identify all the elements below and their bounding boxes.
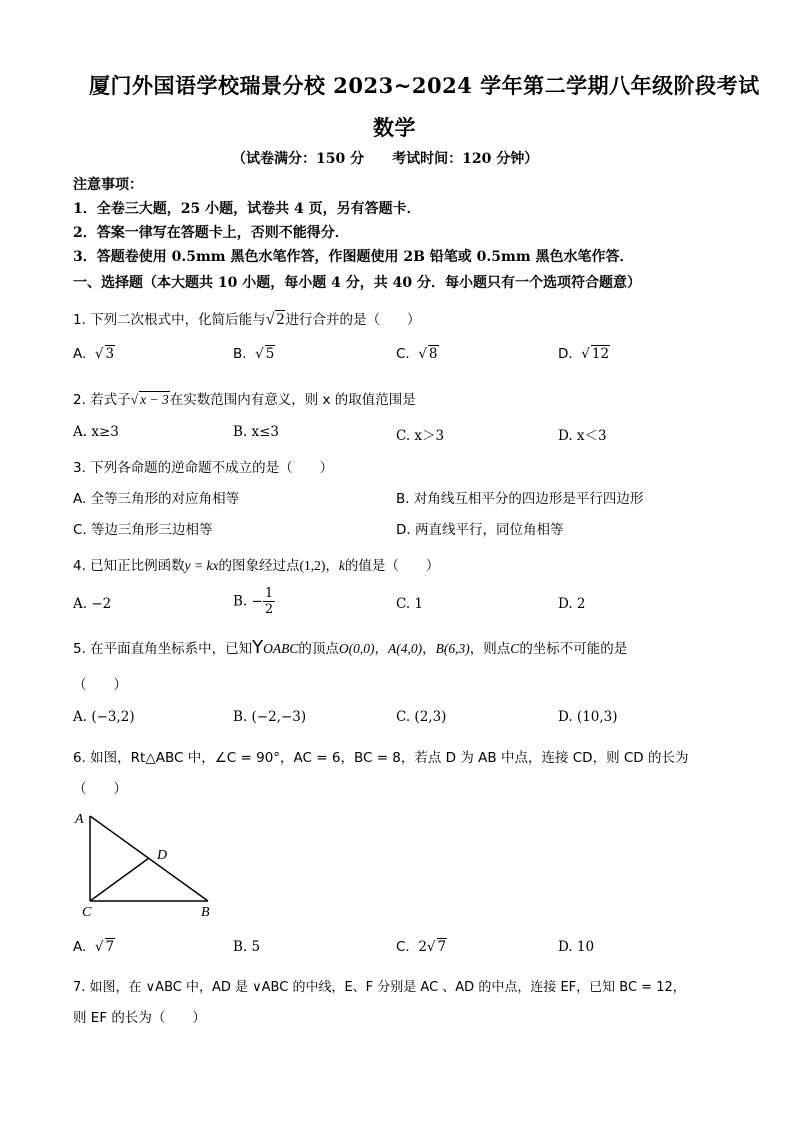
segment-cd (90, 858, 149, 901)
notes-item-1: 1．全卷三大题，25 小题，试卷共 4 页，另有答题卡． (73, 201, 421, 217)
question-2-stem: 2. 若式子√ x − 3在实数范围内有意义，则 x 的取值范围是 (73, 392, 416, 408)
label-d: D (157, 848, 168, 863)
q5-option-d: D. (10,3) (558, 709, 618, 725)
q2-option-b: B. x≤3 (233, 424, 280, 440)
section-1-heading: 一、选择题（本大题共 10 小题，每小题 4 分，共 40 分．每小题只有一个选项符合题意） (73, 275, 641, 291)
q3-option-a: A. 全等三角形的对应角相等 (73, 491, 240, 507)
parallelogram-symbol: Y (252, 637, 264, 658)
point-1-2: (1,2) (299, 558, 326, 573)
q4-option-b: B. − $\frac{1}{2}$ (233, 586, 274, 617)
notes-item-2: 2．答案一律写在答题卡上，否则不能得分． (73, 225, 349, 241)
q6-option-c: C. 2√ 7 (396, 939, 447, 955)
q5-option-a: A. (−3,2) (73, 709, 135, 725)
question-3-stem: 3. 下列各命题的逆命题不成立的是（ ） (73, 460, 334, 476)
label-c: C (82, 905, 92, 920)
q4-option-a: A. −2 (73, 596, 112, 612)
q1-option-c: C. √ 8 (396, 346, 438, 362)
question-5-stem: 5. 在平面直角坐标系中，已知YOABC的顶点O(0,0)，A(4,0)，B(6,3)，则点C的坐标不可能的是 (73, 637, 628, 658)
q1-option-b: B. √ 5 (233, 346, 275, 362)
question-7-stem-line2: 则 EF 的长为（ ） (73, 1010, 206, 1026)
question-4-stem: 4. 已知正比例函数y = kx的图象经过点(1,2)，k的值是（ ） (73, 558, 440, 574)
q6-option-a: A. √ 7 (73, 939, 115, 955)
sqrt-x-minus-3: √ x − 3 (130, 392, 169, 407)
q2-option-c: C. x＞3 (396, 428, 445, 444)
fraction-one-half: $\frac{1}{2}$ (264, 586, 274, 617)
question-6-stem: 6. 如图，Rt△ABC 中，∠C = 90°，AC = 6，BC = 8，若点 D 为 AB 中点，连接 CD，则 CD 的长为 (73, 750, 689, 766)
exam-info: （试卷满分：150 分 考试时间：120 分钟） (232, 151, 539, 167)
q5-paren: （ ） (73, 677, 127, 693)
question-7-stem: 7. 如图，在 ∨ABC 中，AD 是 ∨ABC 的中线，E、F 分别是 AC 、AD 的中点，连接 EF，已知 BC = 12， (73, 980, 686, 995)
exam-title: 厦门外国语学校瑞景分校 2023~2024 学年第二学期八年级阶段考试 (89, 73, 760, 98)
q2-option-a: A. x≥3 (73, 424, 119, 440)
triangle-figure (70, 808, 220, 923)
k-variable: k (338, 558, 345, 573)
q4-option-d: D. 2 (558, 596, 586, 612)
notes-item-3: 3．答题卷使用 0.5mm 黑色水笔作答，作图题使用 2B 铅笔或 0.5mm 黑色水笔作答． (73, 249, 634, 265)
notes-heading: 注意事项： (73, 177, 143, 193)
q5-option-c: C. (2,3) (396, 709, 447, 725)
function-expression: y = kx (184, 558, 219, 573)
sqrt-2: √ 2 (265, 311, 285, 328)
subject-title: 数学 (373, 115, 416, 140)
q1-stem-a: 1. 下列二次根式中，化简后能与 (73, 312, 266, 328)
q1-option-a: A. √ 3 (73, 346, 115, 362)
q1-option-d: D. √ 12 (558, 346, 610, 362)
q6-paren: （ ） (73, 781, 127, 797)
question-1-stem (73, 308, 420, 329)
q3-option-b: B. 对角线互相平分的四边形是平行四边形 (396, 491, 644, 507)
q2-option-d: D. x＜3 (558, 428, 607, 444)
q6-option-d: D. 10 (558, 939, 595, 955)
q4-option-c: C. 1 (396, 596, 424, 612)
q3-option-c: C. 等边三角形三边相等 (73, 522, 213, 538)
label-b: B (201, 905, 210, 920)
q3-option-d: D. 两直线平行，同位角相等 (396, 522, 564, 538)
q6-option-b: B. 5 (233, 939, 261, 955)
q1-stem-b: 进行合并的是（ ） (285, 312, 421, 328)
q5-option-b: B. (−2,−3) (233, 709, 307, 725)
label-a: A (75, 812, 84, 827)
